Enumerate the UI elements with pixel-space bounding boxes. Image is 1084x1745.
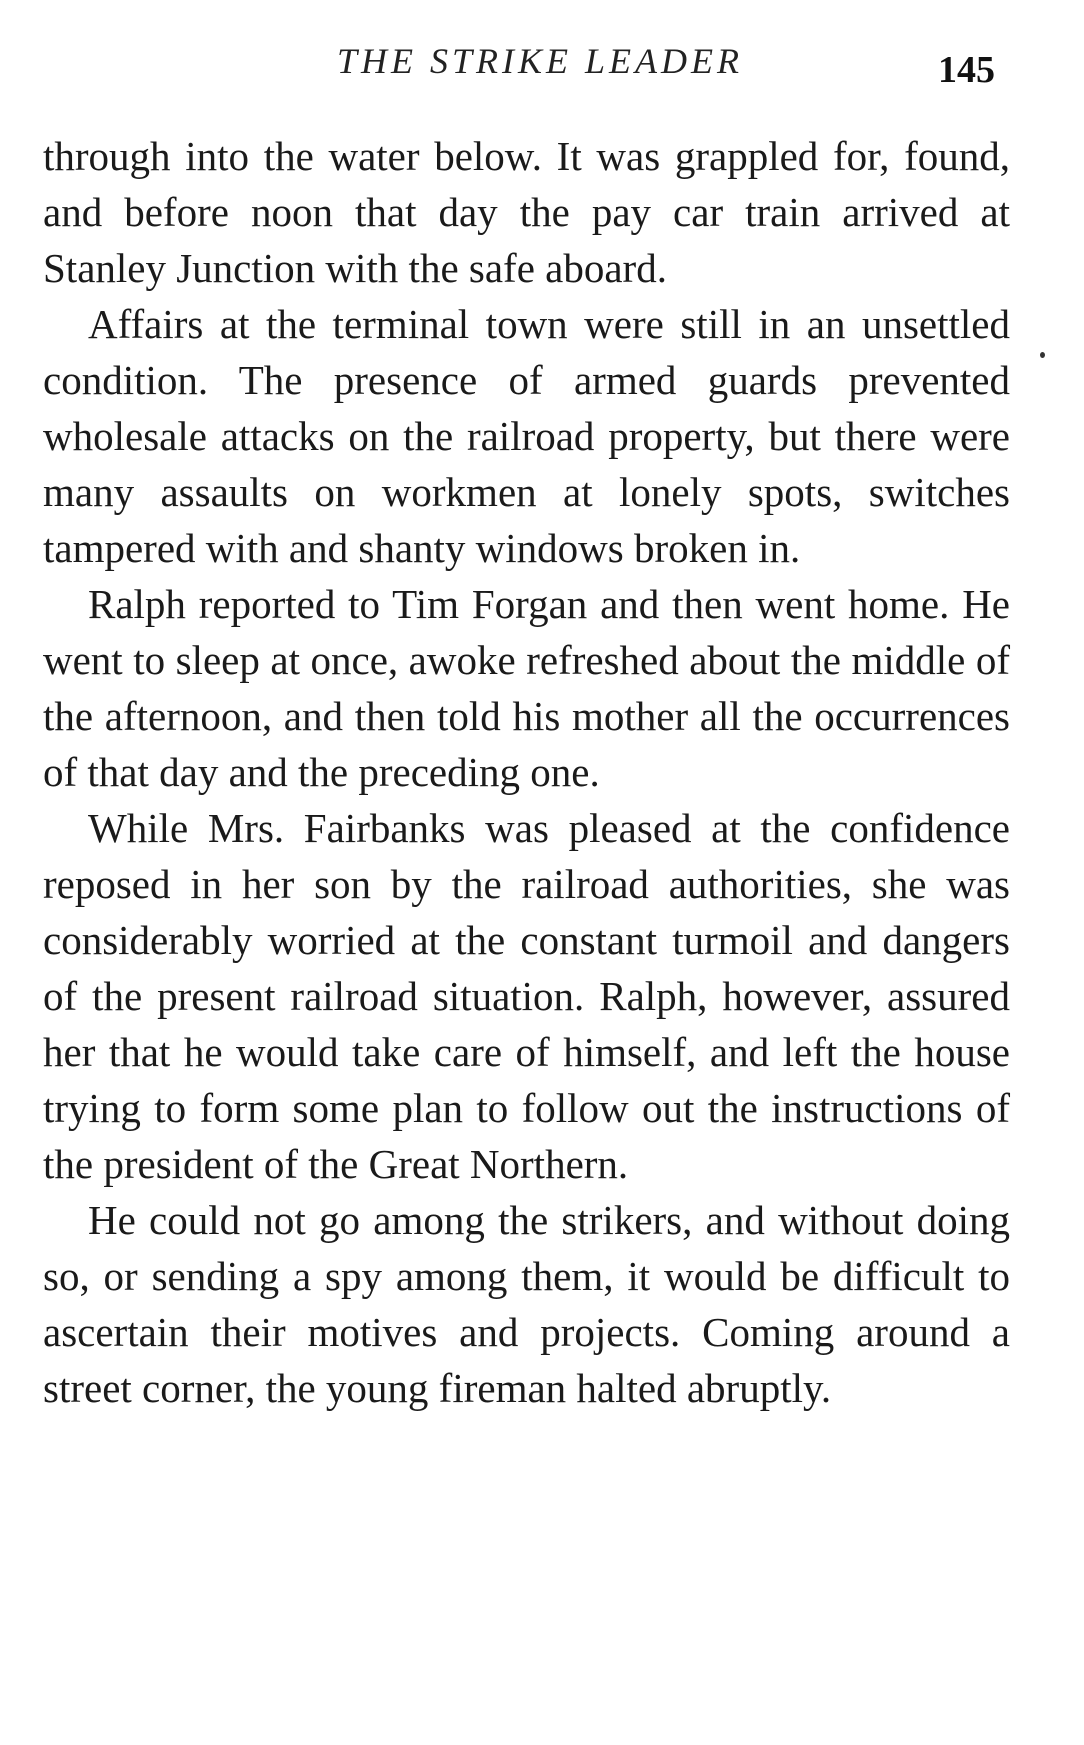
paragraph-4: While Mrs. Fairbanks was pleased at the confidence reposed in her son by the railroad authorities, she was considerably worried at the constant turmoil and dangers of the present railroad situation. Ralph, however, assured her that he would take care of himself, and left the house trying to form some plan to follow out the instructions of the president of the Great Northern. bbox=[43, 805, 1010, 1187]
running-title: THE STRIKE LEADER bbox=[337, 41, 743, 81]
paragraph-1: through into the water below. It was grappled for, found, and before noon that day the pay car train arrived at Stanley Junction with the safe aboard. bbox=[43, 133, 1010, 291]
body-text bbox=[43, 128, 1010, 1416]
ink-speck bbox=[1040, 352, 1045, 358]
paragraph-3: Ralph reported to Tim Forgan and then went home. He went to sleep at once, awoke refreshed about the middle of the afternoon, and then told his mother all the occurrences of that day and the preceding one. bbox=[43, 581, 1010, 795]
paragraph-5: He could not go among the strikers, and without doing so, or sending a spy among them, it would be difficult to ascertain their motives and projects. Coming around a street corner, the young fireman halted abruptly. bbox=[43, 1197, 1010, 1411]
paragraph-2: Affairs at the terminal town were still in an unsettled condition. The presence of armed guards prevented wholesale attacks on the railroad property, but there were many assaults on workmen at lonely spots, switches tampered with and shanty windows broken in. bbox=[43, 301, 1010, 571]
page-number: 145 bbox=[938, 49, 995, 91]
running-head bbox=[40, 40, 1040, 90]
